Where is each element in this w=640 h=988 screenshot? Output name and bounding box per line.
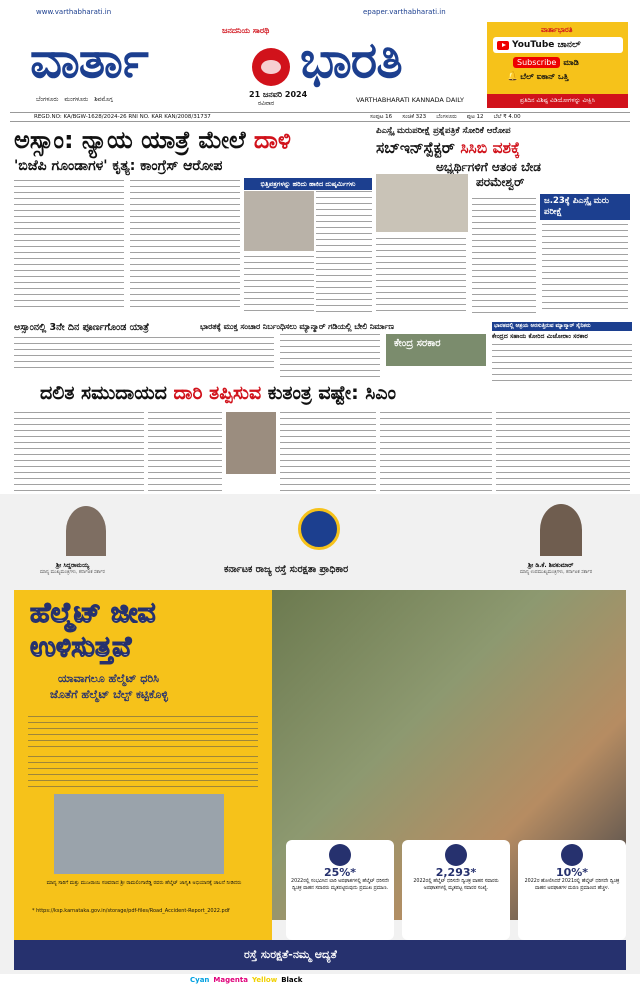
subscribe-button[interactable]: Subscribe <box>513 57 560 68</box>
barrier-icon <box>561 844 583 866</box>
ad-authority: ಕರ್ನಾಟಕ ರಾಜ್ಯ ರಸ್ತೆ ಸುರಕ್ಷತಾ ಪ್ರಾಧಿಕಾರ <box>224 564 349 575</box>
army-headline: ಕೇಂದ್ರದ ಸಹಾಯ ಕೋರಿದ ಮಿಜೋರಾಂ ಸರಕಾರ <box>492 333 588 340</box>
ad-photo-caption: ಮಾನ್ಯ ಸಾರಿಗೆ ಮತ್ತು ಮುಜರಾಯಿ ಸಚಿವರಾದ ಶ್ರೀ ರಾಮಲಿಂಗಾರೆಡ್ಡಿ ರವರು ಹೆಲ್ಮೆಟ್ ಜಾಗೃತಿ ಅಭಿಯಾನಕ್ಕೆ ಚಾಲನೆ ನೀಡಿದರು <box>46 880 242 886</box>
edition-1: ಬೆಂಗಳೂರು <box>36 96 59 103</box>
mark-cyan: Cyan <box>190 976 210 984</box>
cm-story: ದಲಿತ ಸಮುದಾಯದ ದಾರಿ ತಪ್ಪಿಸುವ ಕುತಂತ್ರ ವಷ್ಟೇ: ಸಿಎಂ <box>40 382 396 404</box>
helmet-icon <box>445 844 467 866</box>
army-kicker: ಭಾರತದಲ್ಲಿ ಆಶ್ರಯ ಅರಸುತ್ತಿರುವ ಮ್ಯಾನ್ಮಾರ್ ಸೈನಿಕರು <box>492 322 632 331</box>
dcm-ad-photo <box>540 504 582 556</box>
state-emblem <box>298 508 340 550</box>
yt-channel: YouTube ಚಾನಲ್ <box>493 37 623 53</box>
edition-3: ಶಿವಮೊಗ್ಗ <box>94 96 113 103</box>
logo-left: ವಾರ್ತಾ <box>30 31 148 89</box>
stat-card-3 <box>518 840 626 940</box>
reg-strip <box>10 112 630 122</box>
ad-person-left-role: ಮಾನ್ಯ ಮುಖ್ಯಮಂತ್ರಿಗಳು, ಕರ್ನಾಟಕ ಸರ್ಕಾರ <box>40 570 105 575</box>
ad-footer <box>14 940 626 970</box>
side-story <box>376 126 630 316</box>
mark-black: Black <box>281 976 303 984</box>
date: 21 ಜನವರಿ 2024 <box>249 90 308 99</box>
ad-person-right-role: ಮಾನ್ಯ ಉಪಮುಖ್ಯಮಂತ್ರಿಗಳು, ಕರ್ನಾಟಕ ಸರ್ಕಾರ <box>520 570 593 575</box>
ad-footer-slogan: ರಸ್ತೆ ಸುರಕ್ಷತೆ-ನಮ್ಮ ಆದ್ಯತೆ <box>244 948 337 961</box>
stat-card-1 <box>286 840 394 940</box>
mark-yellow: Yellow <box>251 976 278 984</box>
side-headline: ಸಬ್‌ಇನ್‌ಸ್ಪೆಕ್ಟರ್ ಸಿಸಿಬಿ ವಶಕ್ಕೆ <box>376 139 521 157</box>
helmet-ad <box>0 494 640 974</box>
stat-1-value: 25%* <box>323 866 357 879</box>
lead-headline: ಅಸ್ಸಾಂ: ನ್ಯಾಯ ಯಾತ್ರೆ ಮೇಲೆ ದಾಳಿ <box>14 126 291 154</box>
logo-right: ಭಾರತಿ <box>300 31 402 89</box>
edition-2: ಮಂಗಳೂರು <box>64 96 89 103</box>
editions <box>36 96 113 104</box>
paper-name: VARTHABHARATI KANNADA DAILY <box>356 96 464 104</box>
website-url[interactable]: www.varthabharati.in <box>36 8 112 16</box>
stat-3-value: 10%* <box>555 866 589 879</box>
issue-meta: ಸಂಪುಟ 16 ಸಂಚಿಕೆ 323 ಬೆಂಗಳೂರು ಪುಟ 12 ಬೆಲೆ ₹ 4.00 <box>370 114 521 120</box>
side-body-col1 <box>376 238 466 314</box>
ad-title-line1: ಹೆಲ್ಮೆಟ್ ಜೀವ <box>30 596 156 629</box>
side-body-col2 <box>472 198 536 314</box>
lead-body-col1 <box>14 180 124 312</box>
yt-subscribe: Subscribe ಮಾಡಿ <box>513 57 579 68</box>
ad-title-line2: ಉಳಿಸುತ್ತವೆ <box>30 630 132 663</box>
tagline: ಜನದನಿಯ ಸಾರಥಿ <box>222 26 270 35</box>
assam-mini-headline: ಅಸ್ಸಾಂನಲ್ಲಿ 3ನೇ ದಿನ ಪೂರ್ಣಗೊಂಡ ಯಾತ್ರೆ <box>14 322 149 333</box>
stat-2-value: 2,293* <box>435 866 477 879</box>
yt-footer: ಪ್ರತಿದಿನ ವಿಶಿಷ್ಟ ವಿಡಿಯೋಗಳನ್ನು ವೀಕ್ಷಿಸಿ <box>487 94 628 108</box>
stat-card-2 <box>402 840 510 940</box>
border-label: ಕೇಂದ್ರ ಸರಕಾರ <box>394 338 441 349</box>
lead-photo <box>244 191 314 251</box>
side-subhead-1: ಅಭ್ಯರ್ಥಿಗಳಿಗೆ ಆತಂಕ ಬೇಡ <box>436 160 541 174</box>
ad-source: * https://ksp.karnataka.gov.in/storage/pdf-files/Road_Accident-Report_2022.pdf <box>32 908 230 914</box>
ad-person-left: ಶ್ರೀ ಸಿದ್ದರಾಮಯ್ಯ <box>56 562 90 569</box>
psi-box-body <box>542 224 628 314</box>
side-kicker: ಪಿಎಸ್ಸೈ ಮರುಪರೀಕ್ಷೆ ಪ್ರಶ್ನೆಪತ್ರಿಕೆ ಸೋರಿಕೆ ಆರೋಪ <box>376 126 511 136</box>
lead-body-col3 <box>316 191 372 313</box>
yt-title: ವಾರ್ತಾಭಾರತಿ <box>541 26 573 34</box>
side-photo <box>376 174 468 232</box>
lead-photo-caption: ಭಿತ್ತಿಪತ್ರಗಳನ್ನು ಹರಿದು ಹಾಕಿದ ದುಷ್ಕರ್ಮಿಗಳು <box>244 178 372 190</box>
lead-body-col4 <box>244 256 314 313</box>
logo-emblem <box>252 48 290 86</box>
ad-sub-line1: ಯಾವಾಗಲೂ ಹೆಲ್ಮೆಟ್ ಧರಿಸಿ <box>58 672 160 685</box>
motorbike-icon <box>329 844 351 866</box>
youtube-ad[interactable] <box>487 22 628 108</box>
mark-magenta: Magenta <box>213 976 248 984</box>
yt-bell: 🔔 ಬೆಲ್ ಐಕಾನ್ ಒತ್ತಿ <box>507 72 569 82</box>
epaper-url[interactable]: epaper.varthabharati.in <box>363 8 446 16</box>
lead-story <box>14 126 372 316</box>
ad-sub-line2: ಜೊತೆಗೆ ಹೆಲ್ಮೆಟ್ ಬೆಲ್ಟ್ ಕಟ್ಟಿಕೊಳ್ಳಿ <box>50 688 169 701</box>
border-headline: ಭಾರತಕ್ಕೆ ಮುಕ್ತ ಸಂಚಾರ ನಿರ್ಬಂಧಿಸಲು ಮ್ಯಾನ್ಮಾರ್ ಗಡಿಯಲ್ಲಿ ಬೇಲಿ ನಿರ್ಮಾಣ <box>200 322 394 331</box>
ad-person-right: ಶ್ರೀ ಡಿ.ಕೆ. ಶಿವಕುಮಾರ್ <box>528 562 574 569</box>
army-story <box>492 322 632 380</box>
reg-no: REGD.NO: KA/BGW-1628/2024-26 RNI NO. KAR KAN/2008/31737 <box>34 114 211 120</box>
lead-body-col2 <box>130 180 240 312</box>
border-story <box>196 322 490 380</box>
day: ರವಿವಾರ <box>258 100 275 107</box>
bell-icon: 🔔 <box>507 72 519 82</box>
ad-minister-photo <box>54 794 224 874</box>
ad-yellow-panel <box>14 590 272 940</box>
side-subhead-2: ಪರಮೇಶ್ವರ್ <box>476 175 525 189</box>
lead-subhead: 'ಬಿಜೆಪಿ ಗೂಂಡಾಗಳ' ಕೃತ್ಯ: ಕಾಂಗ್ರೆಸ್ ಆರೋಪ <box>14 158 223 174</box>
stat-3-text: 2022ರ ಹೋಲಿಸಿದರೆ 2021ರಲ್ಲಿ ಹೆಲ್ಮೆಟ್ ಧರಿಸದೇ ದ್ವಿಚಕ್ರ ವಾಹನ ಅಪಘಾತಗಳ ಮರಣ ಪ್ರಮಾಣದ ಹೆಚ್ಚಳ. <box>524 879 620 891</box>
psi-box-title: ಜ.23ಕ್ಕೆ ಪಿಎಸ್ಸೈ ಮರು ಪರೀಕ್ಷೆ <box>540 194 630 220</box>
stat-2-text: 2022ರಲ್ಲಿ ಹೆಲ್ಮೆಟ್ ಧರಿಸದೇ ದ್ವಿಚಕ್ರ ವಾಹನ ಸವಾರರು ಅಪಘಾತಗಳಲ್ಲಿ ಮೃತಪಟ್ಟ ಸವಾರರ ಸಂಖ್ಯೆ. <box>413 879 499 891</box>
cm-ad-photo <box>66 506 106 556</box>
ad-stats <box>286 840 626 940</box>
print-marks <box>190 976 302 984</box>
cm-photo <box>226 412 276 474</box>
youtube-icon <box>497 41 509 50</box>
stat-1-text: 2022ರಲ್ಲಿ ಸಂಭವಿಸಿದ ಲಾರಿ ಅಪಘಾತಗಳಲ್ಲಿ ಹೆಲ್ಮೆಟ್ ಧರಿಸದೇ ದ್ವಿಚಕ್ರ ವಾಹನ ಸವಾರರು ಮೃತಪಟ್ಟಿರುವುದು ಪ್ರಮುಖ ಪ್ರಮಾಣ. <box>291 879 389 891</box>
